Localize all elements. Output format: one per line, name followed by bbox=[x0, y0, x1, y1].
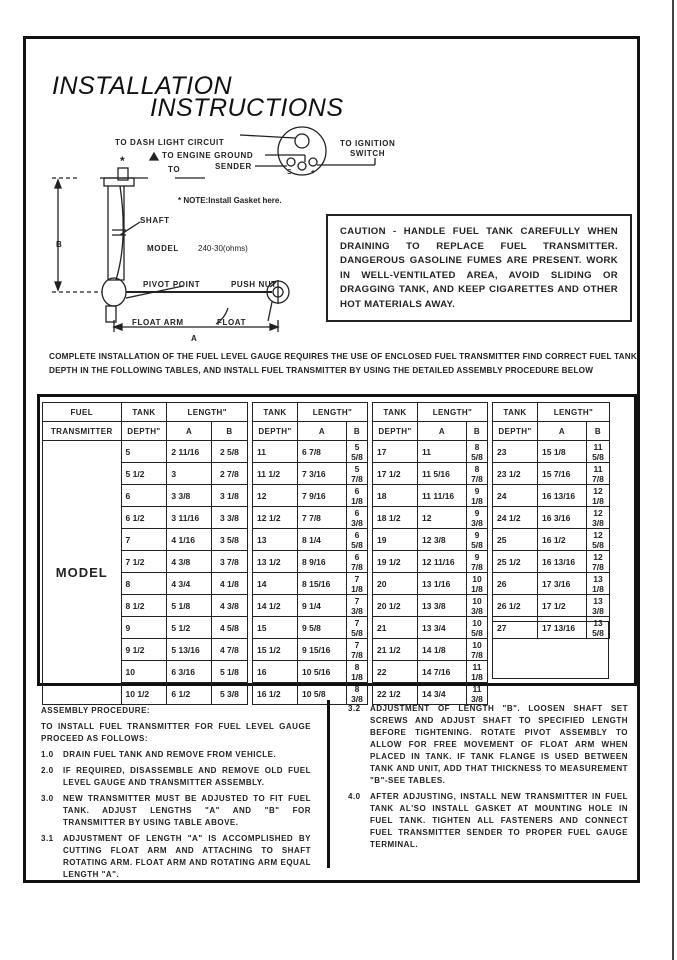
cell-depth: 9 1/2 bbox=[121, 639, 167, 661]
step-text: IF REQUIRED, DISASSEMBLE AND REMOVE OLD FUEL LEVEL GAUGE AND TRANSMITTER ASSEMBLY. bbox=[63, 766, 311, 787]
table-row bbox=[253, 441, 368, 463]
cell-a: 16 13/16 bbox=[538, 551, 587, 573]
cell-b: 11 1/8 bbox=[467, 661, 488, 683]
header-tank: TANK bbox=[121, 403, 167, 422]
cell-depth: 11 bbox=[253, 441, 298, 463]
header-length: LENGTH" bbox=[298, 403, 368, 422]
table-row bbox=[253, 463, 368, 485]
cell-a: 10 5/16 bbox=[298, 661, 347, 683]
terminal-plus bbox=[309, 158, 317, 166]
cell-b: 5 1/8 bbox=[211, 661, 247, 683]
cell-depth: 12 1/2 bbox=[253, 507, 298, 529]
cell-b: 11 3/8 bbox=[467, 683, 488, 705]
cell-depth: 19 bbox=[373, 529, 418, 551]
cell-b: 4 1/8 bbox=[211, 573, 247, 595]
procedure-step bbox=[348, 791, 628, 851]
fuel-table-4 bbox=[492, 402, 610, 639]
cell-depth: 23 bbox=[493, 441, 538, 463]
cell-b: 5 5/8 bbox=[347, 441, 368, 463]
cell-b: 8 7/8 bbox=[467, 463, 488, 485]
cell-b: 2 5/8 bbox=[211, 441, 247, 463]
step-text: DRAIN FUEL TANK AND REMOVE FROM VEHICLE. bbox=[63, 750, 277, 759]
label-terminal-s: S bbox=[287, 169, 293, 176]
table-row bbox=[373, 551, 488, 573]
header-length: LENGTH" bbox=[418, 403, 488, 422]
step-text: ADJUSTMENT OF LENGTH "A" IS ACCOMPLISHED BY CUTTING FLOAT ARM AND ATTACHING TO SHAFT ROTATING ARM. FLOAT ARM AND ROTATING ARM EQUAL LENGTH "A". bbox=[63, 834, 311, 879]
light-socket bbox=[295, 134, 309, 148]
table-row bbox=[253, 617, 368, 639]
table-row bbox=[373, 463, 488, 485]
header-length: LENGTH" bbox=[167, 403, 248, 422]
table-row bbox=[373, 639, 488, 661]
table-row bbox=[373, 485, 488, 507]
cell-b: 9 5/8 bbox=[467, 529, 488, 551]
cell-depth: 12 bbox=[253, 485, 298, 507]
cell-b: 6 5/8 bbox=[347, 529, 368, 551]
cell-a: 11 5/16 bbox=[418, 463, 467, 485]
table-row bbox=[253, 661, 368, 683]
cell-b: 9 7/8 bbox=[467, 551, 488, 573]
page-edge bbox=[672, 0, 674, 960]
cell-depth: 18 1/2 bbox=[373, 507, 418, 529]
header-depth: DEPTH" bbox=[373, 422, 418, 441]
cell-depth: 23 1/2 bbox=[493, 463, 538, 485]
cell-b: 7 7/8 bbox=[347, 639, 368, 661]
procedure-step bbox=[41, 793, 311, 829]
cell-depth: 8 bbox=[121, 573, 167, 595]
procedure-heading: ASSEMBLY PROCEDURE: bbox=[41, 706, 151, 715]
cell-a: 4 1/16 bbox=[167, 529, 211, 551]
cell-depth: 25 1/2 bbox=[493, 551, 538, 573]
cell-a: 14 7/16 bbox=[418, 661, 467, 683]
cell-depth: 11 1/2 bbox=[253, 463, 298, 485]
label-ignition-2: SWITCH bbox=[350, 149, 386, 158]
cell-a: 3 11/16 bbox=[167, 507, 211, 529]
cell-b: 10 1/8 bbox=[467, 573, 488, 595]
header-b: B bbox=[211, 422, 247, 441]
table-row bbox=[253, 683, 368, 705]
cell-a: 7 7/8 bbox=[298, 507, 347, 529]
cell-a: 12 3/8 bbox=[418, 529, 467, 551]
cell-depth: 20 1/2 bbox=[373, 595, 418, 617]
title-line-2: INSTRUCTIONS bbox=[150, 94, 344, 122]
cell-b: 12 7/8 bbox=[587, 551, 610, 573]
model-cell: MODEL bbox=[43, 441, 122, 705]
cell-b: 10 5/8 bbox=[467, 617, 488, 639]
step-text: ADJUSTMENT OF LENGTH "B". LOOSEN SHAFT SET SCREWS AND ADJUST SHAFT TO SPECIFIED LENGTH BEFORE TIGHTENING. ROTATE PIVOT ASSEMBLY TO ALLOW FOR FREE MOVEMENT OF FLOAT ARM WHEN PLACED IN TANK. IF TANK FLANGE IS USED BETWEEN TANK AND UNIT, ADD THAT THICKNESS TO MEASUREMENT "B"-SEE TABLES. bbox=[370, 704, 628, 785]
table-row bbox=[493, 573, 610, 595]
cell-depth: 26 1/2 bbox=[493, 595, 538, 617]
procedure-left-column bbox=[41, 705, 311, 885]
step-text: AFTER ADJUSTING, INSTALL NEW TRANSMITTER IN FUEL TANK AL'SO INSTALL GASKET AT MOUNTING HOLE IN FUEL TANK. TIGHTEN ALL FASTENERS AND CONNECT FUEL TRANSMITTER SENDER TO PROPER FUEL GAUGE TERMINAL. bbox=[370, 792, 628, 849]
cell-b: 3 3/8 bbox=[211, 507, 247, 529]
table-row bbox=[253, 551, 368, 573]
cell-depth: 21 1/2 bbox=[373, 639, 418, 661]
procedure-step bbox=[41, 749, 311, 761]
procedure-step bbox=[41, 765, 311, 789]
cell-a: 10 5/8 bbox=[298, 683, 347, 705]
label-engine-ground: TO ENGINE GROUND bbox=[162, 151, 254, 160]
label-pivot-point: PIVOT POINT bbox=[143, 280, 201, 289]
table-row bbox=[493, 551, 610, 573]
cell-depth: 10 1/2 bbox=[121, 683, 167, 705]
cell-b: 7 5/8 bbox=[347, 617, 368, 639]
asterisk-mark: * bbox=[120, 154, 125, 168]
cell-depth: 8 1/2 bbox=[121, 595, 167, 617]
cell-depth: 14 1/2 bbox=[253, 595, 298, 617]
table-row bbox=[373, 617, 488, 639]
step-number: 1.0 bbox=[41, 750, 54, 759]
cell-b: 4 3/8 bbox=[211, 595, 247, 617]
cell-b: 10 7/8 bbox=[467, 639, 488, 661]
table-row bbox=[493, 485, 610, 507]
fuel-table-2 bbox=[252, 402, 368, 705]
cell-b: 12 5/8 bbox=[587, 529, 610, 551]
cell-b: 9 1/8 bbox=[467, 485, 488, 507]
table-row bbox=[43, 441, 248, 463]
cell-depth: 22 bbox=[373, 661, 418, 683]
terminal-minus bbox=[298, 162, 306, 170]
cell-depth: 7 bbox=[121, 529, 167, 551]
cell-b: 6 3/8 bbox=[347, 507, 368, 529]
cell-a: 17 3/16 bbox=[538, 573, 587, 595]
step-number: 3.2 bbox=[348, 704, 361, 713]
header-tank: TANK bbox=[493, 403, 538, 422]
label-terminal-plus: + bbox=[311, 169, 316, 176]
table-row bbox=[253, 595, 368, 617]
step-text: NEW TRANSMITTER MUST BE ADJUSTED TO FIT FUEL TANK. ADJUST LENGTHS "A" AND "B" FOR TRANSMITTER BY USING TABLE ABOVE. bbox=[63, 794, 311, 827]
header-depth: DEPTH" bbox=[493, 422, 538, 441]
header-b: B bbox=[467, 422, 488, 441]
cell-depth: 5 bbox=[121, 441, 167, 463]
table-row bbox=[493, 529, 610, 551]
cell-b: 12 3/8 bbox=[587, 507, 610, 529]
label-to: TO bbox=[168, 165, 181, 174]
cell-b: 3 5/8 bbox=[211, 529, 247, 551]
cell-b: 4 5/8 bbox=[211, 617, 247, 639]
cell-a: 7 3/16 bbox=[298, 463, 347, 485]
cell-a: 14 3/4 bbox=[418, 683, 467, 705]
cell-depth: 27 bbox=[493, 617, 538, 639]
gasket-note: * NOTE:Install Gasket here. bbox=[178, 196, 282, 205]
cell-depth: 10 bbox=[121, 661, 167, 683]
cell-depth: 26 bbox=[493, 573, 538, 595]
table-row bbox=[493, 463, 610, 485]
cell-a: 2 11/16 bbox=[167, 441, 211, 463]
procedure-step bbox=[41, 833, 311, 881]
cell-a: 5 13/16 bbox=[167, 639, 211, 661]
cell-b: 13 5/8 bbox=[587, 617, 610, 639]
table-row bbox=[253, 573, 368, 595]
cell-b: 11 7/8 bbox=[587, 463, 610, 485]
cell-b: 8 5/8 bbox=[467, 441, 488, 463]
cell-a: 4 3/4 bbox=[167, 573, 211, 595]
cell-a: 14 1/8 bbox=[418, 639, 467, 661]
header-tank: TANK bbox=[373, 403, 418, 422]
cell-depth: 14 bbox=[253, 573, 298, 595]
cell-depth: 22 1/2 bbox=[373, 683, 418, 705]
cell-b: 3 7/8 bbox=[211, 551, 247, 573]
header-transmitter: TRANSMITTER bbox=[43, 422, 122, 441]
table-row bbox=[493, 441, 610, 463]
table-row bbox=[253, 639, 368, 661]
cell-b: 5 7/8 bbox=[347, 463, 368, 485]
cell-a: 13 3/8 bbox=[418, 595, 467, 617]
label-dash-light: TO DASH LIGHT CIRCUIT bbox=[115, 138, 225, 147]
cell-b: 10 3/8 bbox=[467, 595, 488, 617]
step-number: 3.1 bbox=[41, 834, 54, 843]
header-depth: DEPTH" bbox=[121, 422, 167, 441]
label-sender: SENDER bbox=[215, 162, 252, 171]
cell-b: 12 1/8 bbox=[587, 485, 610, 507]
cell-b: 13 1/8 bbox=[587, 573, 610, 595]
step-number: 4.0 bbox=[348, 792, 361, 801]
cell-a: 12 bbox=[418, 507, 467, 529]
table-row bbox=[373, 661, 488, 683]
table-row bbox=[253, 507, 368, 529]
cell-b: 8 1/8 bbox=[347, 661, 368, 683]
table-row bbox=[373, 573, 488, 595]
cell-b: 6 1/8 bbox=[347, 485, 368, 507]
table-row bbox=[253, 485, 368, 507]
cell-depth: 17 1/2 bbox=[373, 463, 418, 485]
label-model: MODEL bbox=[147, 244, 179, 253]
fuel-table-1 bbox=[42, 402, 248, 705]
label-dim-a: A bbox=[191, 334, 198, 343]
cell-a: 15 1/8 bbox=[538, 441, 587, 463]
cell-depth: 21 bbox=[373, 617, 418, 639]
header-b: B bbox=[347, 422, 368, 441]
cell-a: 6 7/8 bbox=[298, 441, 347, 463]
cell-b: 7 3/8 bbox=[347, 595, 368, 617]
cell-a: 9 1/4 bbox=[298, 595, 347, 617]
cell-b: 13 3/8 bbox=[587, 595, 610, 617]
cell-a: 9 5/8 bbox=[298, 617, 347, 639]
cell-a: 16 13/16 bbox=[538, 485, 587, 507]
caution-box: CAUTION - HANDLE FUEL TANK CAREFULLY WHEN DRAINING TO REPLACE FUEL TRANSMITTER. DANGEROUS GASOLINE FUMES ARE PRESENT. WORK IN WELL-VENTILATED AREA, AVOID SLIDING OR DRAGGING TANK, AND KEEP CIGARETTES AND OTHER HOT MATERIALS AWAY. bbox=[326, 214, 632, 322]
label-float-arm: FLOAT ARM bbox=[132, 318, 184, 327]
table-row bbox=[253, 529, 368, 551]
cell-a: 5 1/8 bbox=[167, 595, 211, 617]
cell-b: 3 1/8 bbox=[211, 485, 247, 507]
cell-a: 12 11/16 bbox=[418, 551, 467, 573]
cell-a: 4 3/8 bbox=[167, 551, 211, 573]
cell-depth: 24 bbox=[493, 485, 538, 507]
cell-depth: 13 1/2 bbox=[253, 551, 298, 573]
cell-depth: 19 1/2 bbox=[373, 551, 418, 573]
cell-depth: 16 bbox=[253, 661, 298, 683]
cell-a: 13 1/16 bbox=[418, 573, 467, 595]
table-row bbox=[373, 683, 488, 705]
header-a: A bbox=[167, 422, 211, 441]
cell-a: 11 bbox=[418, 441, 467, 463]
cell-b: 7 1/8 bbox=[347, 573, 368, 595]
step-number: 3.0 bbox=[41, 794, 54, 803]
cell-b: 9 3/8 bbox=[467, 507, 488, 529]
table-row bbox=[373, 595, 488, 617]
intro-paragraph: COMPLETE INSTALLATION OF THE FUEL LEVEL GAUGE REQUIRES THE USE OF ENCLOSED FUEL TRANSMITTER FIND CORRECT FUEL TANK DEPTH IN THE FOLLOWING TABLES, AND INSTALL FUEL TRANSMITTER BY USING THE DETAILED ASSEMBLY PROCEDURE BELOW bbox=[49, 352, 637, 375]
label-dim-b: B bbox=[56, 240, 63, 249]
header-a: A bbox=[298, 422, 347, 441]
cell-b: 5 3/8 bbox=[211, 683, 247, 705]
cell-a: 17 1/2 bbox=[538, 595, 587, 617]
procedure-step bbox=[348, 703, 628, 787]
label-model-value: 240-30(ohms) bbox=[198, 244, 248, 253]
cell-depth: 17 bbox=[373, 441, 418, 463]
cell-depth: 15 bbox=[253, 617, 298, 639]
cell-b: 11 5/8 bbox=[587, 441, 610, 463]
header-depth: DEPTH" bbox=[253, 422, 298, 441]
cell-a: 6 3/16 bbox=[167, 661, 211, 683]
header-a: A bbox=[418, 422, 467, 441]
cell-b: 6 7/8 bbox=[347, 551, 368, 573]
cell-b: 4 7/8 bbox=[211, 639, 247, 661]
terminal-s bbox=[287, 158, 295, 166]
table-row bbox=[493, 595, 610, 617]
cell-depth: 18 bbox=[373, 485, 418, 507]
table-row bbox=[373, 529, 488, 551]
header-b: B bbox=[587, 422, 610, 441]
label-push-nut: PUSH NUT bbox=[231, 280, 277, 289]
label-shaft: SHAFT bbox=[140, 216, 170, 225]
cell-depth: 13 bbox=[253, 529, 298, 551]
cell-b: 8 3/8 bbox=[347, 683, 368, 705]
fuel-table-3 bbox=[372, 402, 488, 705]
cell-a: 8 9/16 bbox=[298, 551, 347, 573]
table-4-empty-area bbox=[492, 621, 609, 679]
cell-depth: 24 1/2 bbox=[493, 507, 538, 529]
cell-depth: 5 1/2 bbox=[121, 463, 167, 485]
cell-a: 13 3/4 bbox=[418, 617, 467, 639]
cell-a: 5 1/2 bbox=[167, 617, 211, 639]
table-row bbox=[493, 507, 610, 529]
procedure-right-column bbox=[348, 703, 628, 855]
cell-depth: 9 bbox=[121, 617, 167, 639]
cell-a: 3 3/8 bbox=[167, 485, 211, 507]
table-row bbox=[373, 507, 488, 529]
cell-depth: 6 bbox=[121, 485, 167, 507]
cell-depth: 25 bbox=[493, 529, 538, 551]
cell-a: 7 9/16 bbox=[298, 485, 347, 507]
cell-a: 8 15/16 bbox=[298, 573, 347, 595]
cell-a: 11 11/16 bbox=[418, 485, 467, 507]
header-fuel: FUEL bbox=[43, 403, 122, 422]
cell-a: 8 1/4 bbox=[298, 529, 347, 551]
header-a: A bbox=[538, 422, 587, 441]
cell-depth: 15 1/2 bbox=[253, 639, 298, 661]
step-number: 2.0 bbox=[41, 766, 54, 775]
cell-a: 9 15/16 bbox=[298, 639, 347, 661]
procedure-divider bbox=[327, 700, 330, 868]
table-row bbox=[373, 441, 488, 463]
cell-b: 2 7/8 bbox=[211, 463, 247, 485]
cell-a: 15 7/16 bbox=[538, 463, 587, 485]
title-line-1: INSTALLATION bbox=[52, 72, 233, 100]
cell-a: 16 3/16 bbox=[538, 507, 587, 529]
header-length: LENGTH" bbox=[538, 403, 610, 422]
cell-depth: 6 1/2 bbox=[121, 507, 167, 529]
procedure-intro: TO INSTALL FUEL TRANSMITTER FOR FUEL LEVEL GAUGE PROCEED AS FOLLOWS: bbox=[41, 722, 311, 743]
cell-a: 17 13/16 bbox=[538, 617, 587, 639]
cell-depth: 7 1/2 bbox=[121, 551, 167, 573]
label-float: FLOAT bbox=[217, 318, 247, 327]
cell-a: 6 1/2 bbox=[167, 683, 211, 705]
cell-a: 16 1/2 bbox=[538, 529, 587, 551]
header-tank: TANK bbox=[253, 403, 298, 422]
cell-a: 3 bbox=[167, 463, 211, 485]
cell-depth: 20 bbox=[373, 573, 418, 595]
cell-depth: 16 1/2 bbox=[253, 683, 298, 705]
label-ignition-1: TO IGNITION bbox=[340, 139, 396, 148]
